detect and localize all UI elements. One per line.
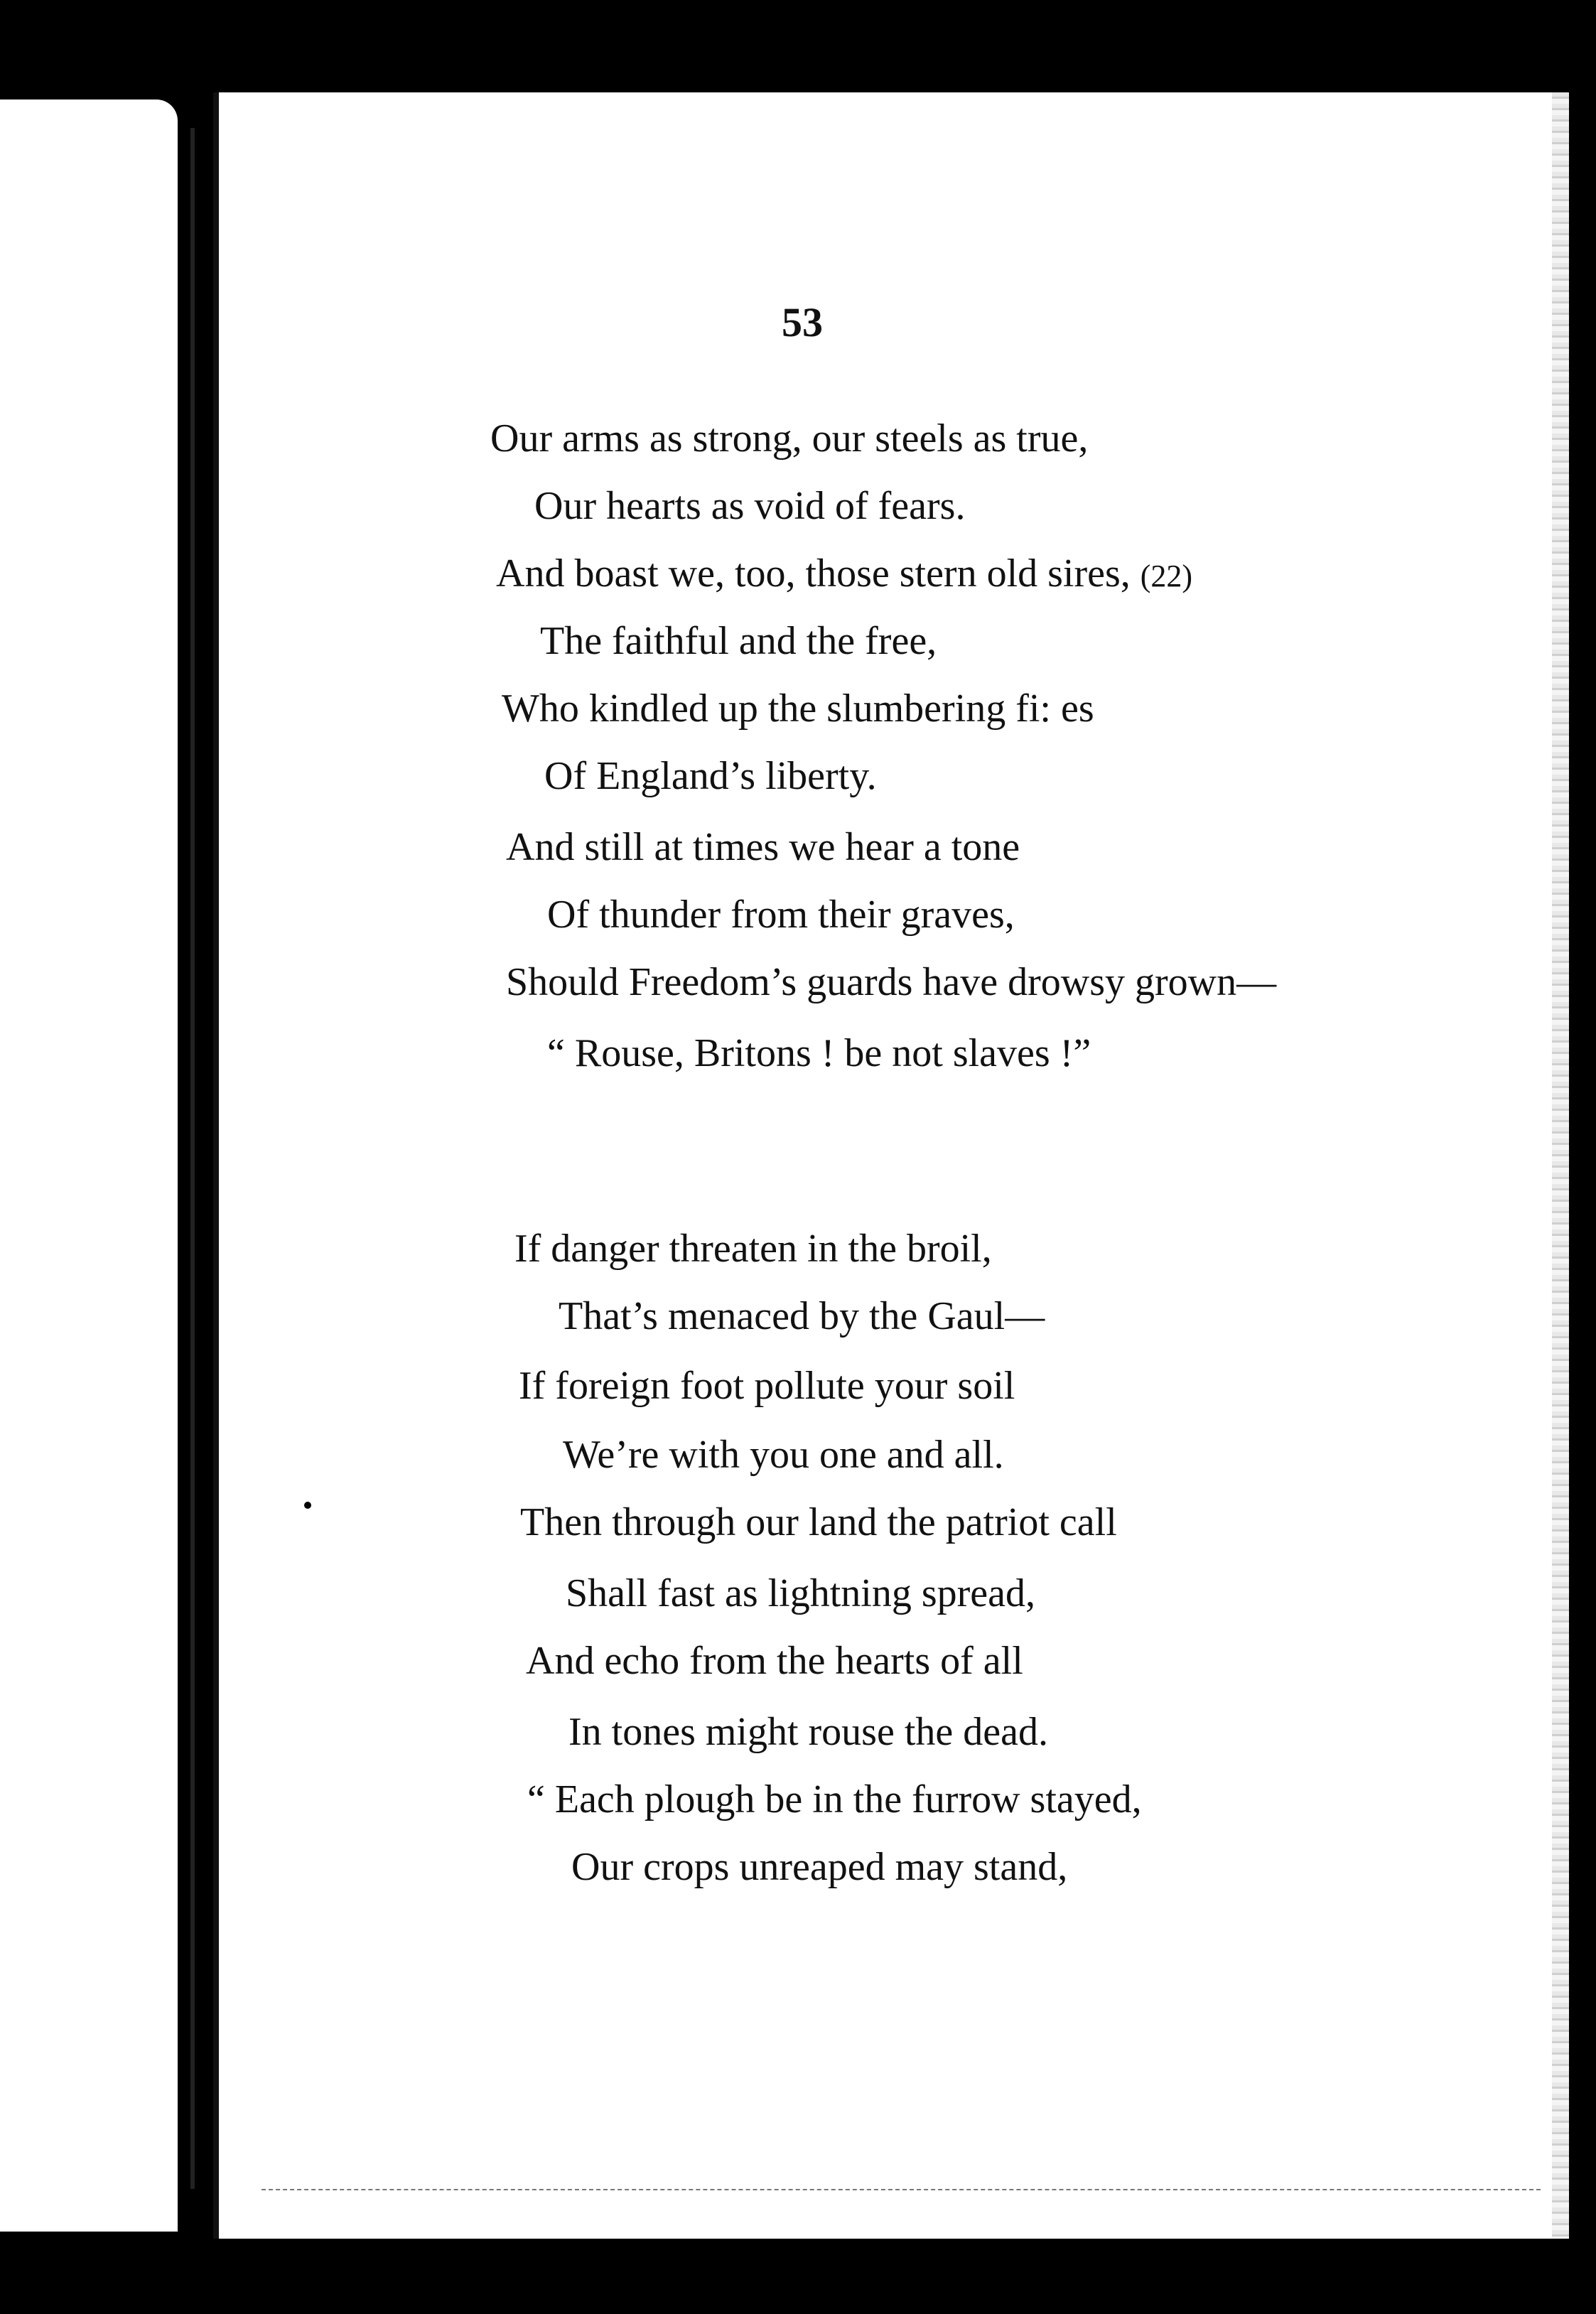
verse-line: Of England’s liberty. bbox=[544, 754, 877, 798]
facing-page bbox=[0, 99, 178, 2232]
verse-line-with-reference bbox=[496, 551, 1192, 596]
book-gutter bbox=[178, 114, 213, 2232]
page-number: 53 bbox=[782, 299, 823, 345]
footnote-reference: (22) bbox=[1140, 559, 1193, 593]
verse-line: Of thunder from their graves, bbox=[547, 893, 1015, 937]
verse-line: Should Freedom’s guards have drowsy grown— bbox=[506, 960, 1277, 1004]
verse-line: That’s menaced by the Gaul— bbox=[559, 1294, 1045, 1338]
verse-line: Shall fast as lightning spread, bbox=[566, 1571, 1036, 1615]
book-page bbox=[213, 92, 1569, 2239]
ink-speck bbox=[304, 1502, 311, 1509]
gutter-shadow bbox=[190, 128, 195, 2189]
verse-line: Then through our land the patriot call bbox=[520, 1500, 1117, 1544]
verse-line: The faithful and the free, bbox=[540, 619, 937, 663]
verse-line: Our hearts as void of fears. bbox=[534, 484, 966, 528]
verse-line: Our arms as strong, our steels as true, bbox=[490, 416, 1089, 461]
verse-line: If danger threaten in the broil, bbox=[514, 1227, 992, 1271]
page-bottom-edge bbox=[261, 2189, 1541, 2196]
verse-line: Our crops unreaped may stand, bbox=[571, 1845, 1068, 1889]
verse-line: Who kindled up the slumbering fi: es bbox=[502, 687, 1094, 731]
verse-line: We’re with you one and all. bbox=[563, 1433, 1004, 1477]
verse-line: In tones might rouse the dead. bbox=[568, 1710, 1048, 1754]
verse-line-text: And boast we, too, those stern old sires, bbox=[496, 551, 1131, 596]
page-edge bbox=[1552, 92, 1569, 2239]
verse-line: “ Rouse, Britons ! be not slaves !” bbox=[547, 1031, 1091, 1075]
verse-line: And still at times we hear a tone bbox=[506, 825, 1020, 869]
verse-line: And echo from the hearts of all bbox=[526, 1639, 1023, 1683]
verse-line: If foreign foot pollute your soil bbox=[519, 1364, 1015, 1408]
verse-line: “ Each plough be in the furrow stayed, bbox=[527, 1777, 1142, 1821]
